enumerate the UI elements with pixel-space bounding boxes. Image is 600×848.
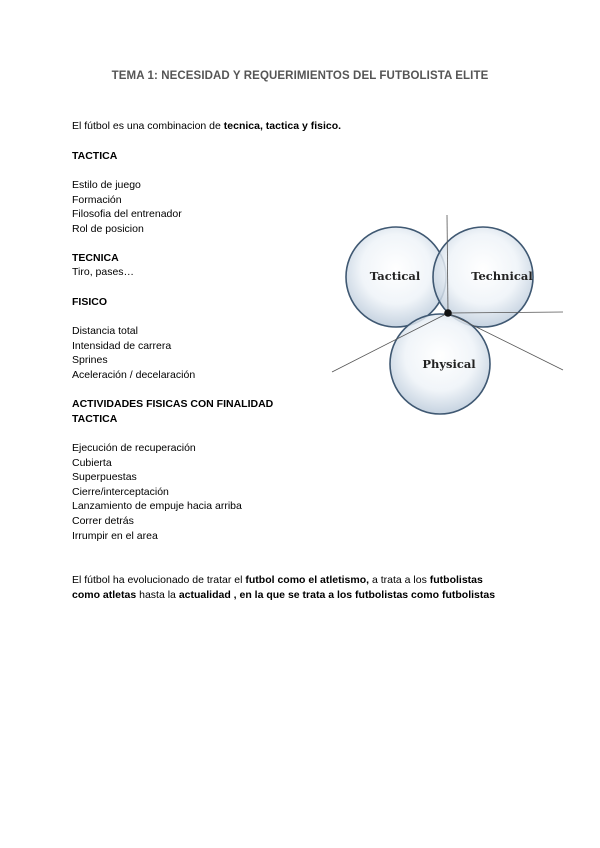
actividades-heading-line2: TACTICA [72, 412, 118, 425]
venn-diagram [330, 210, 570, 430]
tecnica-text: Tiro, pases… [72, 266, 135, 278]
actividades-list [72, 441, 242, 543]
venn-label-technical: Technical [471, 269, 533, 283]
conclusion-line-2 [72, 588, 495, 603]
tactica-list [72, 178, 182, 236]
actividades-heading-line1: ACTIVIDADES FISICAS CON FINALIDAD [72, 398, 274, 410]
list-item: Superpuestas [72, 471, 137, 484]
list-item: Rol de posicion [72, 222, 144, 235]
conclusion-part: a trata a los [369, 574, 430, 586]
venn-label-tactical: Tactical [369, 269, 421, 283]
list-item: Cubierta [72, 456, 112, 469]
actividades-heading [72, 397, 273, 426]
fisico-heading: FISICO [72, 296, 108, 308]
conclusion-bold: futbol como el atletismo, [245, 574, 370, 586]
intro-prefix: El fútbol es una combinacion de [72, 120, 224, 132]
list-item: Irrumpir en el area [72, 529, 158, 542]
list-item: Distancia total [72, 325, 138, 337]
document-title: TEMA 1: NECESIDAD Y REQUERIMIENTOS DEL FUTBOLISTA ELITE [111, 70, 489, 82]
venn-label-physical: Physical [422, 357, 476, 371]
conclusion-paragraph [72, 573, 495, 602]
list-item: Lanzamiento de empuje hacia arriba [72, 500, 242, 513]
conclusion-part: hasta la [136, 588, 179, 601]
intro-text [72, 119, 341, 134]
list-item: Intensidad de carrera [72, 339, 172, 352]
intro-bold: tecnica, tactica y fisico. [223, 120, 342, 132]
conclusion-bold: como atletas [72, 588, 137, 601]
list-item: Filosofia del entrenador [72, 208, 182, 221]
list-item: Ejecución de recuperación [72, 442, 196, 454]
tactica-heading: TACTICA [72, 150, 118, 162]
conclusion-line-1 [72, 573, 495, 588]
list-item: Aceleración / decelaración [72, 368, 196, 381]
fisico-list [72, 324, 195, 382]
list-item: Estilo de juego [72, 179, 141, 191]
list-item: Formación [72, 193, 122, 206]
tecnica-heading: TECNICA [72, 252, 119, 264]
center-dot [444, 309, 452, 317]
conclusion-bold: futbolistas [429, 574, 483, 586]
list-item: Correr detrás [72, 514, 134, 527]
conclusion-bold: actualidad , en la que se trata a los futbolistas como futbolistas [178, 588, 496, 601]
list-item: Cierre/interceptación [72, 485, 169, 498]
conclusion-part: El fútbol ha evolucionado de tratar el [72, 574, 246, 586]
list-item: Sprines [72, 354, 108, 367]
